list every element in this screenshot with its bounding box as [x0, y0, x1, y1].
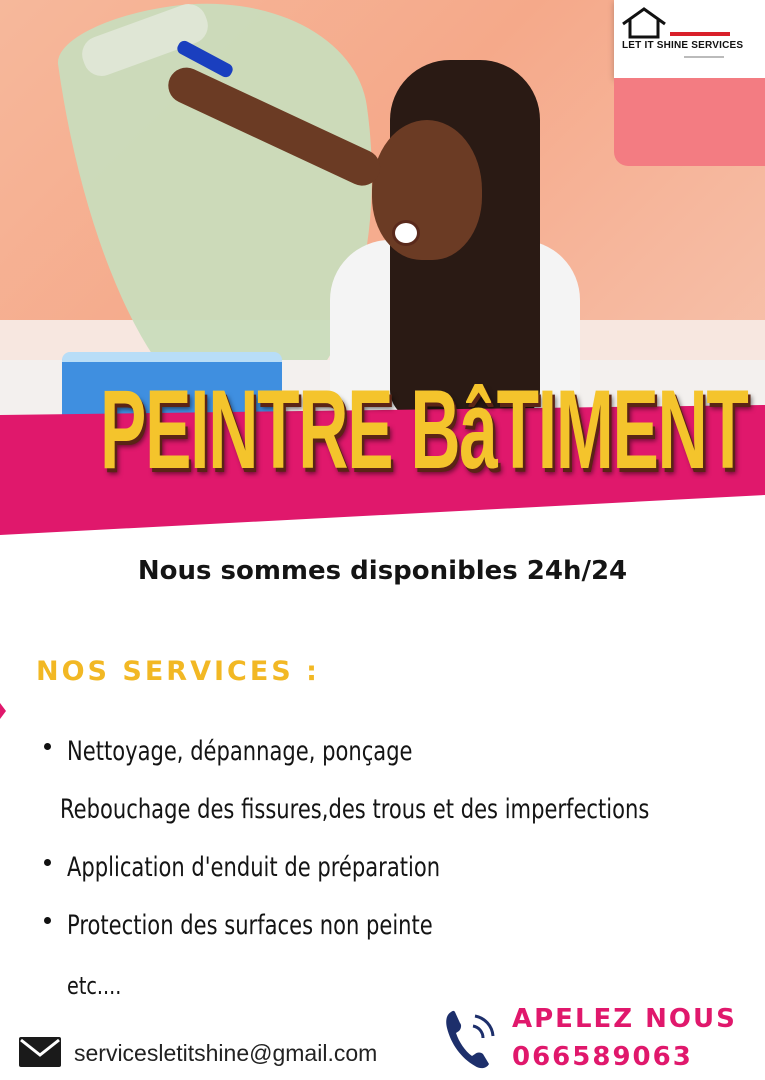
decorative-tick: [0, 703, 6, 719]
house-icon: [621, 6, 667, 40]
bullet-icon: [44, 917, 51, 924]
service-item: [44, 896, 744, 954]
phone-number[interactable]: 066589063: [512, 1042, 693, 1072]
company-logo: [614, 0, 765, 78]
service-item: [44, 722, 744, 780]
service-item: [44, 780, 744, 838]
service-item-label: Application d'enduit de préparation: [67, 851, 441, 883]
logo-tagline-line: [684, 56, 724, 58]
service-item-label: Nettoyage, dépannage, ponçage: [67, 735, 413, 767]
open-mouth: [392, 220, 420, 246]
call-us-label: APELEZ NOUS: [512, 1004, 737, 1034]
phone-icon[interactable]: [443, 1006, 499, 1072]
bullet-icon: [44, 859, 51, 866]
availability-subtitle: Nous sommes disponibles 24h/24: [137, 556, 628, 586]
service-item-label: Protection des surfaces non peinte: [67, 909, 433, 941]
bullet-icon: [44, 743, 51, 750]
service-item-label: Rebouchage des fissures,des trous et des imperfections: [60, 793, 650, 825]
company-name: LET IT SHINE SERVICES: [622, 40, 744, 51]
headline-title-text: PEINTRE BâTIMENT: [100, 367, 748, 492]
services-etc: etc....: [67, 972, 122, 1000]
services-list: [44, 722, 744, 954]
logo-red-bar: [670, 32, 730, 36]
service-item: [44, 838, 744, 896]
headline-title: [100, 365, 748, 525]
face: [372, 120, 482, 260]
pink-corner-shape: [614, 78, 765, 166]
mail-icon: [18, 1036, 62, 1068]
services-heading: NOS SERVICES :: [36, 656, 320, 687]
contact-email[interactable]: servicesletitshine@gmail.com: [74, 1040, 378, 1066]
